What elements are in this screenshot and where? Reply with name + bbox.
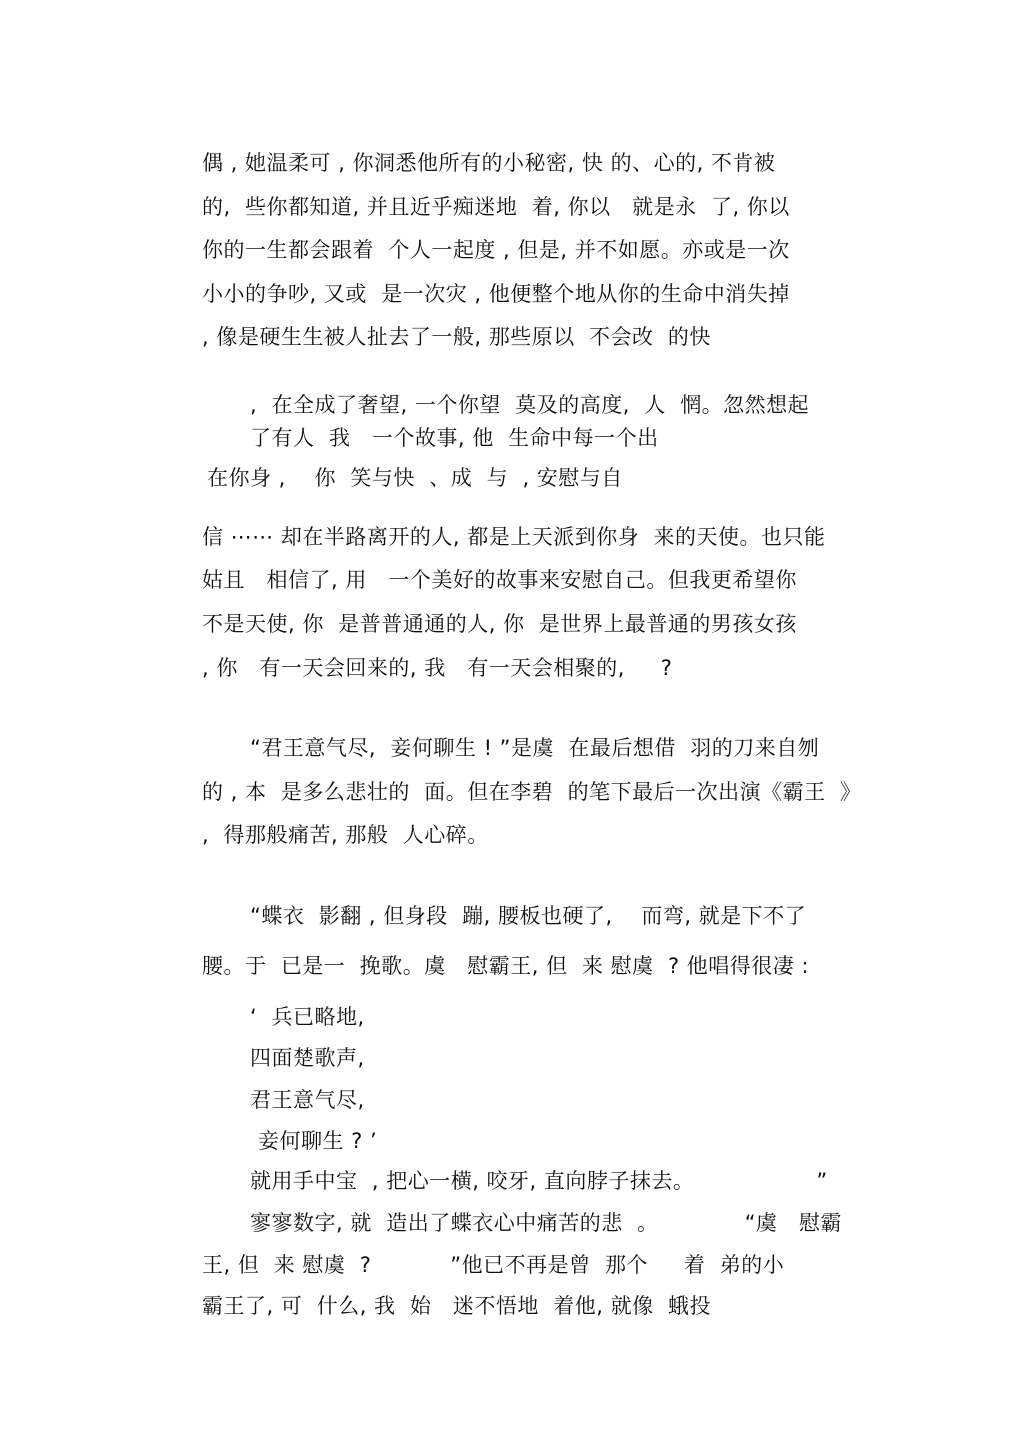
text-line: 姑且 相信了, 用 一个美好的故事来安慰自己。但我更希望你 xyxy=(202,568,797,592)
text-line: 信 ⋯⋯ 却在半路离开的人, 都是上天派到你身 来的天使。也只能 xyxy=(202,525,826,549)
text-line: , 得那般痛苦, 那般 人心碎。 xyxy=(202,823,489,847)
text-line: 在你身 , 你 笑与快 、成 与 , 安慰与自 xyxy=(207,466,623,490)
text-line: 妾何聊生 ? ’ xyxy=(258,1129,378,1153)
text-line: 的 , 本 是多么悲壮的 面。但在李碧 的笔下最后一次出演《霸王 》 xyxy=(202,780,862,804)
text-line: 的, 些你都知道, 并且近乎痴迷地 着, 你以 就是永 了, 你以 xyxy=(202,195,790,219)
text-line: 王, 但 来 慰虞 ? ”他已不再是曾 那个 着 弟的小 xyxy=(202,1253,785,1277)
text-line: 君王意气尽, xyxy=(250,1088,365,1112)
text-line: 小小的争吵, 又或 是一次灾 , 他便整个地从你的生命中消失掉 xyxy=(202,282,790,306)
text-line: , 你 有一天会回来的, 我 有一天会相聚的, ? xyxy=(202,656,673,680)
text-line: 不是天使, 你 是普普通通的人, 你 是世界上最普通的男孩女孩 xyxy=(202,612,797,636)
text-line: , 在全成了奢望, 一个你望 莫及的高度, 人 惘。忽然想起 xyxy=(250,393,810,417)
text-line: 你的一生都会跟着 个人一起度 , 但是, 并不如愿。亦或是一次 xyxy=(202,238,790,262)
text-line: 霸王了, 可 什么, 我 始 迷不悟地 着他, 就像 蛾投 xyxy=(202,1294,711,1318)
text-line: “君王意气尽, 妾何聊生 ! ”是虞 在最后想借 羽的刀来自刎 xyxy=(250,736,820,760)
text-line: , 像是硬生生被人扯去了一般, 那些原以 不会改 的快 xyxy=(202,325,711,349)
text-line: 就用手中宝 , 把心一横, 咬牙, 直向脖子抹去。 ” xyxy=(250,1169,828,1193)
text-line: 寥寥数字, 就 造出了蝶衣心中痛苦的悲 。 “虞 慰霸 xyxy=(250,1211,843,1235)
text-line: 了有人 我 一个故事, 他 生命中每一个出 xyxy=(250,426,659,450)
text-line: “蝶衣 影翻 , 但身段 蹦, 腰板也硬了, 而弯, 就是下不了 xyxy=(250,904,807,928)
text-line: 腰。于 已是一 挽歌。虞 慰霸王, 但 来 慰虞 ? 他唱得很凄 : xyxy=(202,954,810,978)
text-line: ‘ 兵已略地, xyxy=(250,1005,365,1029)
text-line: 四面楚歌声, xyxy=(250,1046,365,1070)
text-line: 偶 , 她温柔可 , 你洞悉他所有的小秘密, 快 的、心的, 不肯被 xyxy=(202,151,776,175)
